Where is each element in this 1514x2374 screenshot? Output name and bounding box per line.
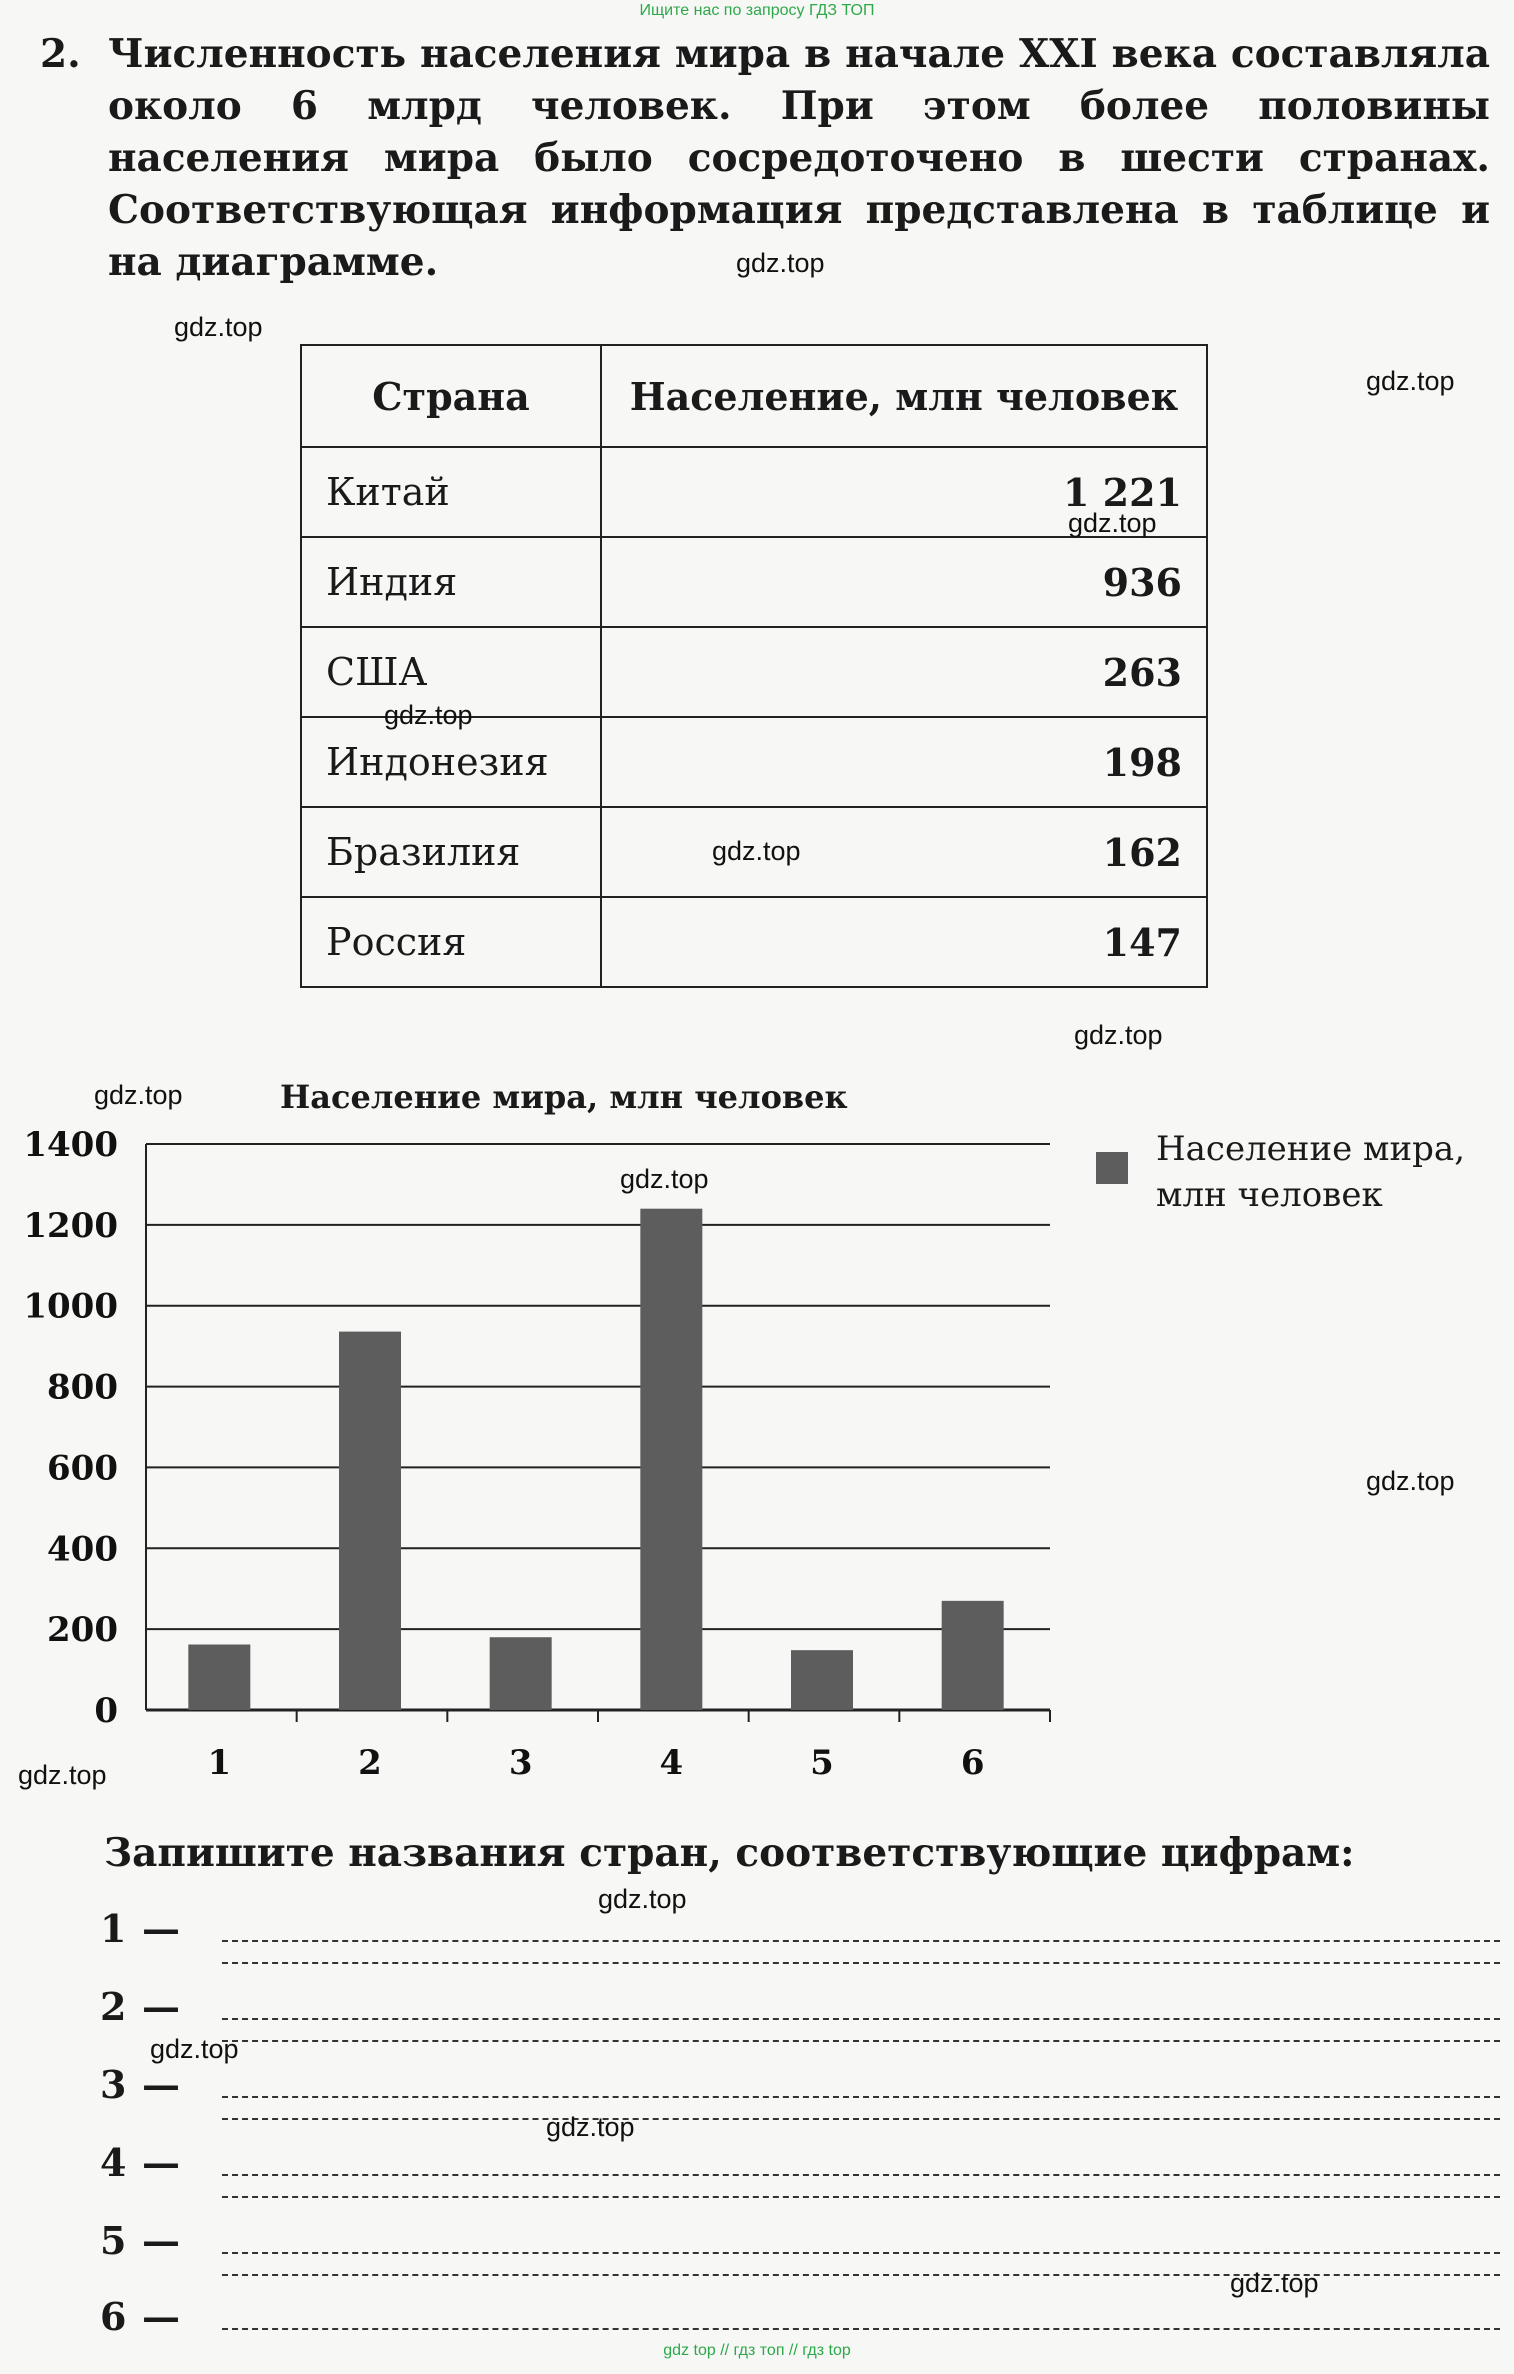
population-cell: 162 — [601, 807, 1207, 897]
population-cell: 936 — [601, 537, 1207, 627]
population-cell: 198 — [601, 717, 1207, 807]
watermark: gdz.top — [94, 1080, 183, 1110]
x-tick-label: 4 — [659, 1743, 684, 1783]
answer-number: 1 — [100, 1906, 127, 1951]
x-tick-label: 6 — [960, 1743, 985, 1783]
task-text: Численность населения мира в начале XXI века составляла около 6 млрд человек. При этом более половины населения мира было сосредоточено в шести странах. Соответствующая информация представлена в таблице и на диаграмме. — [108, 31, 1490, 285]
y-tick-label: 800 — [47, 1367, 118, 1408]
answer-dash: — — [142, 2140, 180, 2185]
bar — [942, 1601, 1004, 1710]
answer-line[interactable] — [100, 2062, 1500, 2122]
watermark: gdz.top — [1074, 1020, 1163, 1050]
y-tick-label: 1200 — [23, 1205, 118, 1246]
watermark: gdz.top — [150, 2034, 239, 2064]
legend-label-line1: Население мира, — [1156, 1129, 1466, 1169]
bar — [188, 1645, 250, 1710]
answer-number: 5 — [100, 2218, 127, 2263]
search-hint-link[interactable]: Ищите нас по запросу ГДЗ ТОП — [639, 2, 875, 19]
answer-number: 3 — [100, 2062, 127, 2107]
answer-blank[interactable] — [222, 2018, 1500, 2020]
watermark: gdz.top — [1068, 508, 1157, 538]
country-cell: Китай — [301, 447, 601, 537]
task-number: 2. — [40, 31, 81, 77]
answer-dash: — — [142, 1984, 180, 2029]
answer-blank[interactable] — [222, 2040, 1500, 2042]
population-cell: 1 221 — [601, 447, 1207, 537]
legend-swatch — [1096, 1152, 1128, 1184]
answer-line[interactable] — [100, 1906, 1500, 1966]
country-cell: Индия — [301, 537, 601, 627]
answer-blank[interactable] — [222, 2196, 1500, 2198]
answer-dash: — — [142, 2294, 180, 2339]
x-tick-label: 1 — [207, 1743, 232, 1783]
watermark: gdz.top — [598, 1884, 687, 1914]
watermark: gdz.top — [546, 2112, 635, 2142]
answer-blank[interactable] — [222, 2174, 1500, 2176]
y-tick-label: 200 — [47, 1610, 118, 1651]
answer-number: 2 — [100, 1984, 127, 2029]
answer-blank[interactable] — [222, 2252, 1500, 2254]
answer-dash: — — [142, 1906, 180, 1951]
legend-label-line2: млн человек — [1156, 1175, 1383, 1215]
watermark: gdz.top — [620, 1164, 709, 1194]
watermark: gdz.top — [18, 1760, 107, 1790]
population-cell: 263 — [601, 627, 1207, 717]
x-tick-label: 2 — [358, 1743, 382, 1783]
watermark: gdz.top — [384, 700, 473, 730]
answer-blank[interactable] — [222, 1962, 1500, 1964]
header-country: Страна — [301, 345, 601, 447]
footer-text: gdz top // гдз топ // гдз top — [663, 2342, 851, 2359]
header-population: Население, млн человек — [601, 345, 1207, 447]
watermark: gdz.top — [174, 312, 263, 342]
watermark: gdz.top — [712, 836, 801, 866]
y-tick-label: 1000 — [23, 1286, 118, 1327]
watermark: gdz.top — [1230, 2268, 1319, 2298]
bar — [490, 1637, 552, 1710]
country-cell: Бразилия — [301, 807, 601, 897]
watermark: gdz.top — [1366, 1466, 1455, 1496]
y-tick-label: 0 — [94, 1691, 118, 1731]
country-cell: Индонезия — [301, 717, 601, 807]
chart-title: Население мира, млн человек — [280, 1078, 848, 1116]
answer-dash: — — [142, 2062, 180, 2107]
watermark: gdz.top — [736, 248, 825, 278]
answer-blank[interactable] — [222, 2096, 1500, 2098]
country-cell: Россия — [301, 897, 601, 987]
population-cell: 147 — [601, 897, 1207, 987]
chart-legend — [1096, 1126, 1465, 1218]
answer-prompt: Запишите названия стран, соответствующие цифрам: — [104, 1830, 1355, 1876]
country-cell: США — [301, 627, 601, 717]
answer-blank[interactable] — [222, 2118, 1500, 2120]
answer-line[interactable] — [100, 2140, 1500, 2200]
y-tick-label: 400 — [47, 1529, 118, 1570]
answer-line[interactable] — [100, 1984, 1500, 2044]
answer-blank[interactable] — [222, 1940, 1500, 1942]
bar — [791, 1650, 853, 1710]
x-tick-label: 5 — [810, 1743, 834, 1783]
watermark: gdz.top — [1366, 366, 1455, 396]
x-tick-label: 3 — [508, 1743, 533, 1783]
answer-number: 6 — [100, 2294, 127, 2339]
bar — [339, 1332, 401, 1710]
answer-number: 4 — [100, 2140, 127, 2185]
answer-blank[interactable] — [222, 2328, 1500, 2330]
bar — [640, 1209, 702, 1710]
y-tick-label: 600 — [47, 1448, 118, 1489]
answer-dash: — — [142, 2218, 180, 2263]
y-tick-label: 1400 — [23, 1125, 118, 1165]
